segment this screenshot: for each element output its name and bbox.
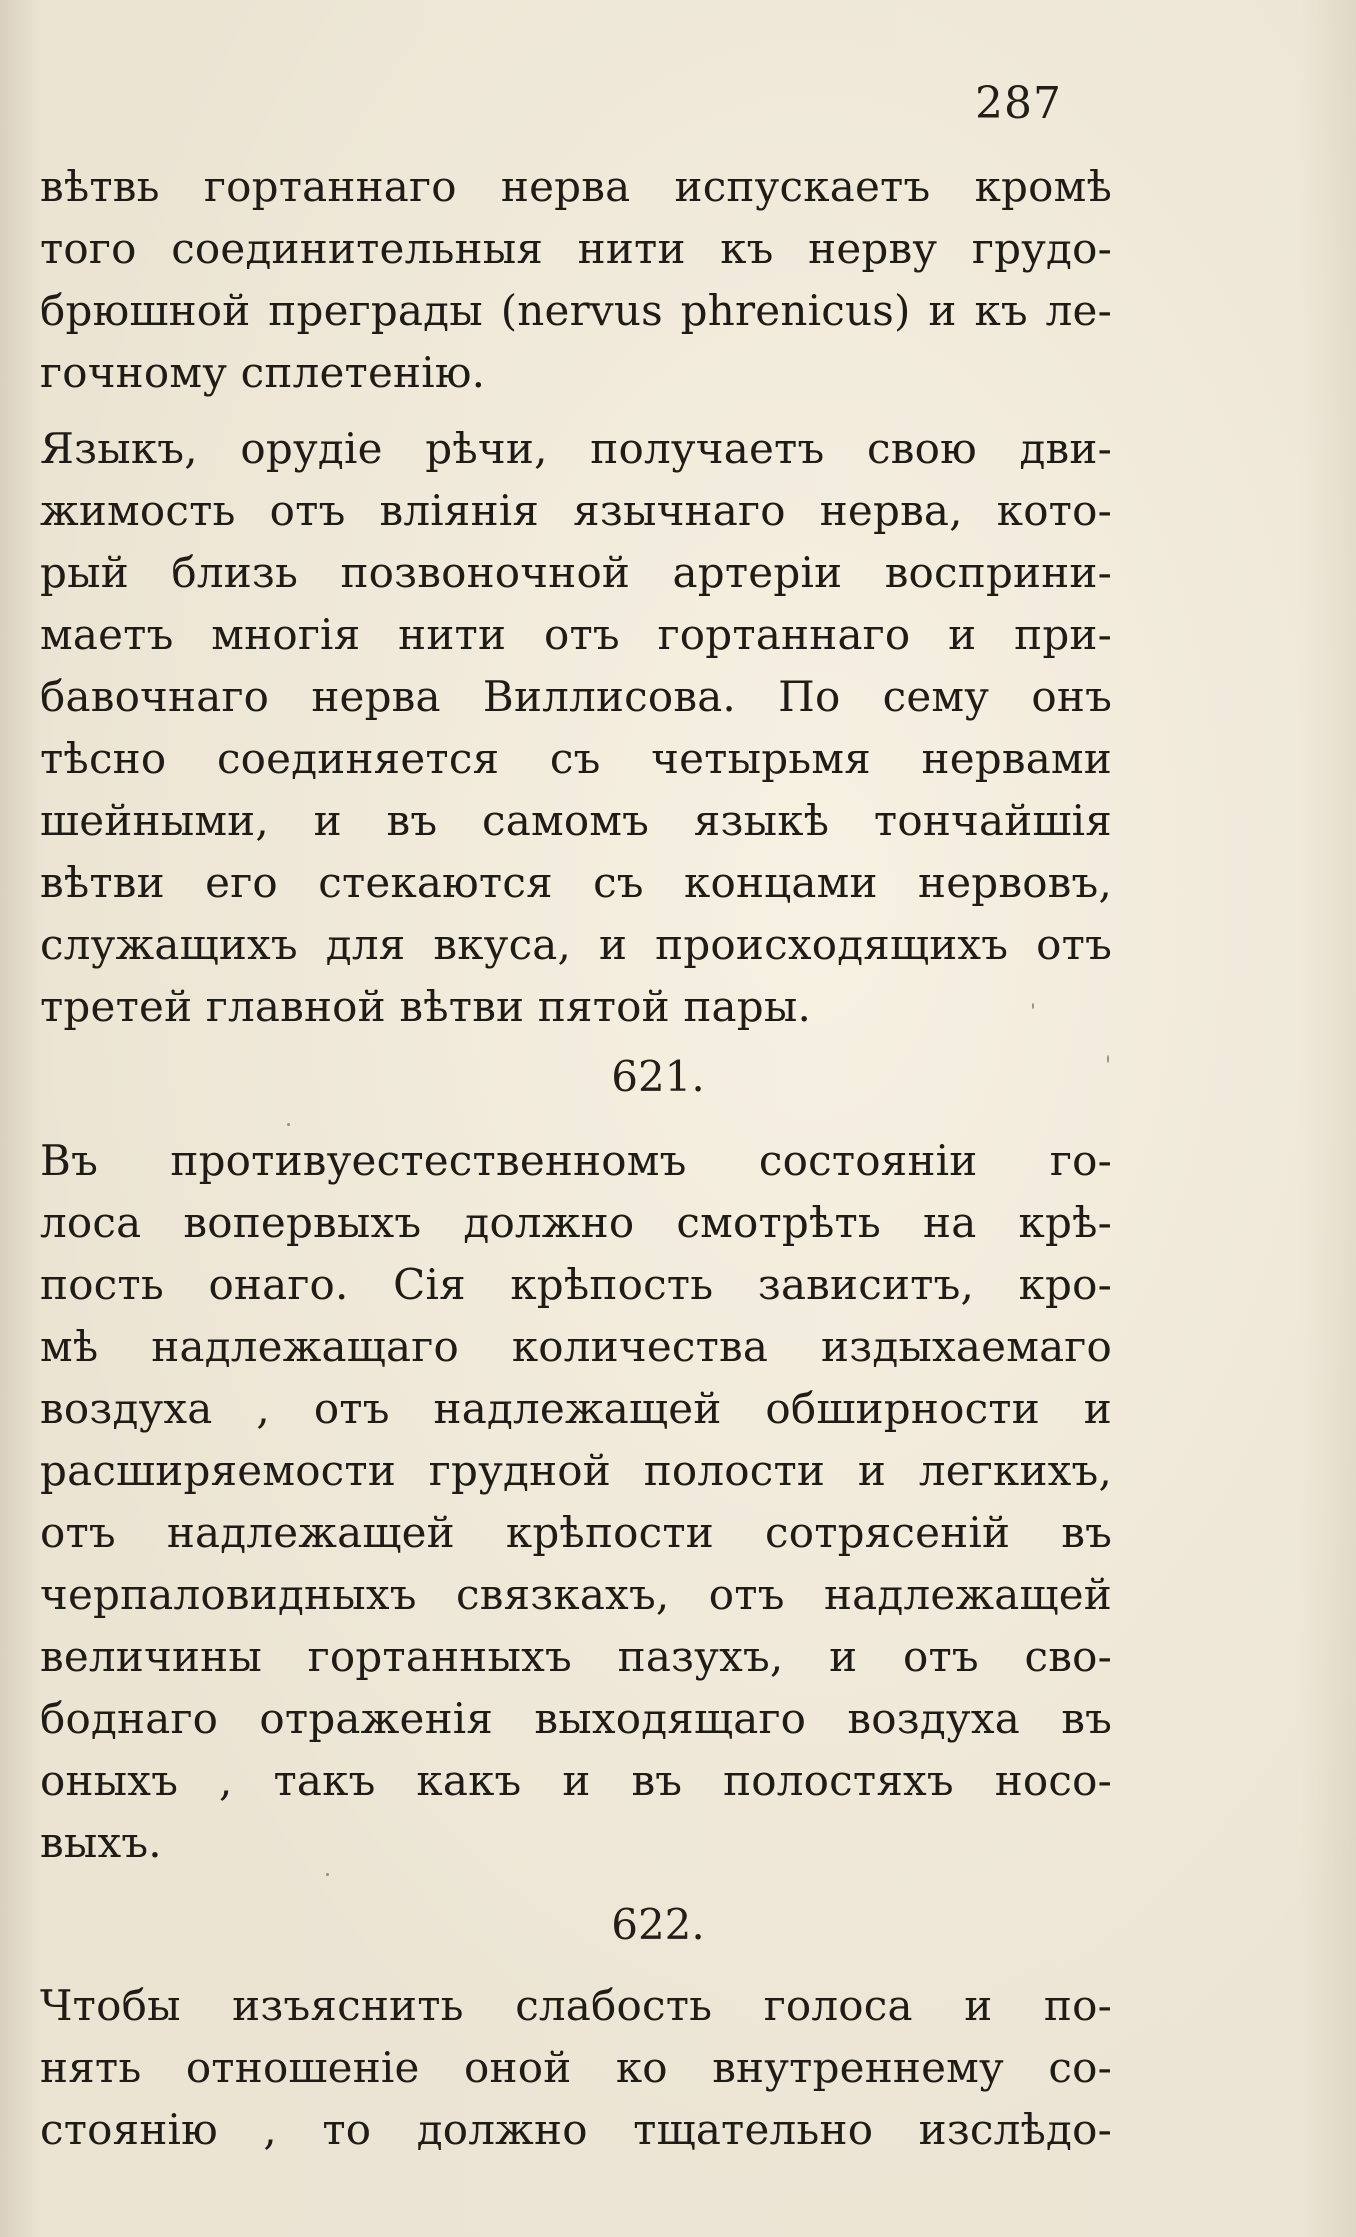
text-line: третей главной вѣтви пятой пары. — [40, 982, 812, 1031]
text-line: того соединительныя нити къ нерву грудо- — [40, 224, 1112, 273]
text-line: расширяемости грудной полости и легкихъ, — [40, 1446, 1112, 1495]
paper-speck — [326, 1873, 329, 1876]
text-line: жимость отъ влiянiя язычнаго нерва, кото- — [40, 486, 1112, 535]
paper-speck — [287, 1123, 290, 1126]
text-line: отъ надлежащей крѣпости сотрясеній въ — [40, 1508, 1112, 1557]
paragraph-continued — [40, 156, 1112, 404]
text-line: лоса вопервыхъ должно смотрѣть на крѣ- — [40, 1198, 1112, 1247]
text-line: оныхъ , такъ какъ и въ полостяхъ носо- — [40, 1756, 1112, 1805]
paper-speck — [1032, 1003, 1034, 1009]
text-line: боднаго отраженія выходящаго воздуха въ — [40, 1694, 1112, 1743]
section-number: 621. — [611, 1052, 705, 1101]
section-621-text — [40, 1130, 1112, 1874]
text-line: Въ противуестественномъ состояніи го- — [40, 1136, 1112, 1185]
text-line: Чтобы изъяснить слабость голоса и по- — [40, 1981, 1112, 2030]
text-line: величины гортанныхъ пазухъ, и отъ сво- — [40, 1632, 1112, 1681]
section-622-text — [40, 1975, 1112, 2161]
text-line: шейными, и въ самомъ языкѣ тончайшія — [40, 796, 1112, 845]
text-line: воздуха , отъ надлежащей обширности и — [40, 1384, 1112, 1433]
text-line: тѣсно соединяется съ четырьмя нервами — [40, 734, 1112, 783]
text-line: Языкъ, орудіе рѣчи, получаетъ свою дви- — [40, 424, 1112, 473]
page-number: 287 — [975, 78, 1062, 129]
paragraph-tongue — [40, 418, 1112, 1038]
text-line: мѣ надлежащаго количества издыхаемаго — [40, 1322, 1112, 1371]
section-number: 622. — [611, 1900, 705, 1949]
text-line: рый близь позвоночной артеріи восприни- — [40, 548, 1112, 597]
text-line: пость онаго. Сія крѣпость зависитъ, кро- — [40, 1260, 1112, 1309]
text-line: гочному сплетенію. — [40, 348, 486, 397]
text-line: вѣтви его стекаются съ концами нервовъ, — [40, 858, 1112, 907]
text-line: бавочнаго нерва Виллисова. По сему онъ — [40, 672, 1112, 721]
text-line: стоянію , то должно тщательно изслѣдо- — [40, 2105, 1112, 2154]
text-line: выхъ. — [40, 1818, 162, 1867]
text-line: нять отношеніе оной ко внутреннему со- — [40, 2043, 1112, 2092]
text-line: маетъ многія нити отъ гортаннаго и при- — [40, 610, 1112, 659]
text-line: служащихъ для вкуса, и происходящихъ отъ — [40, 920, 1112, 969]
text-line: черпаловидныхъ связкахъ, отъ надлежащей — [40, 1570, 1112, 1619]
text-line: брюшной преграды (nervus phrenicus) и къ ле- — [40, 286, 1112, 335]
paper-speck — [1107, 1055, 1109, 1063]
text-line: вѣтвь гортаннаго нерва испускаетъ кромѣ — [40, 162, 1112, 211]
